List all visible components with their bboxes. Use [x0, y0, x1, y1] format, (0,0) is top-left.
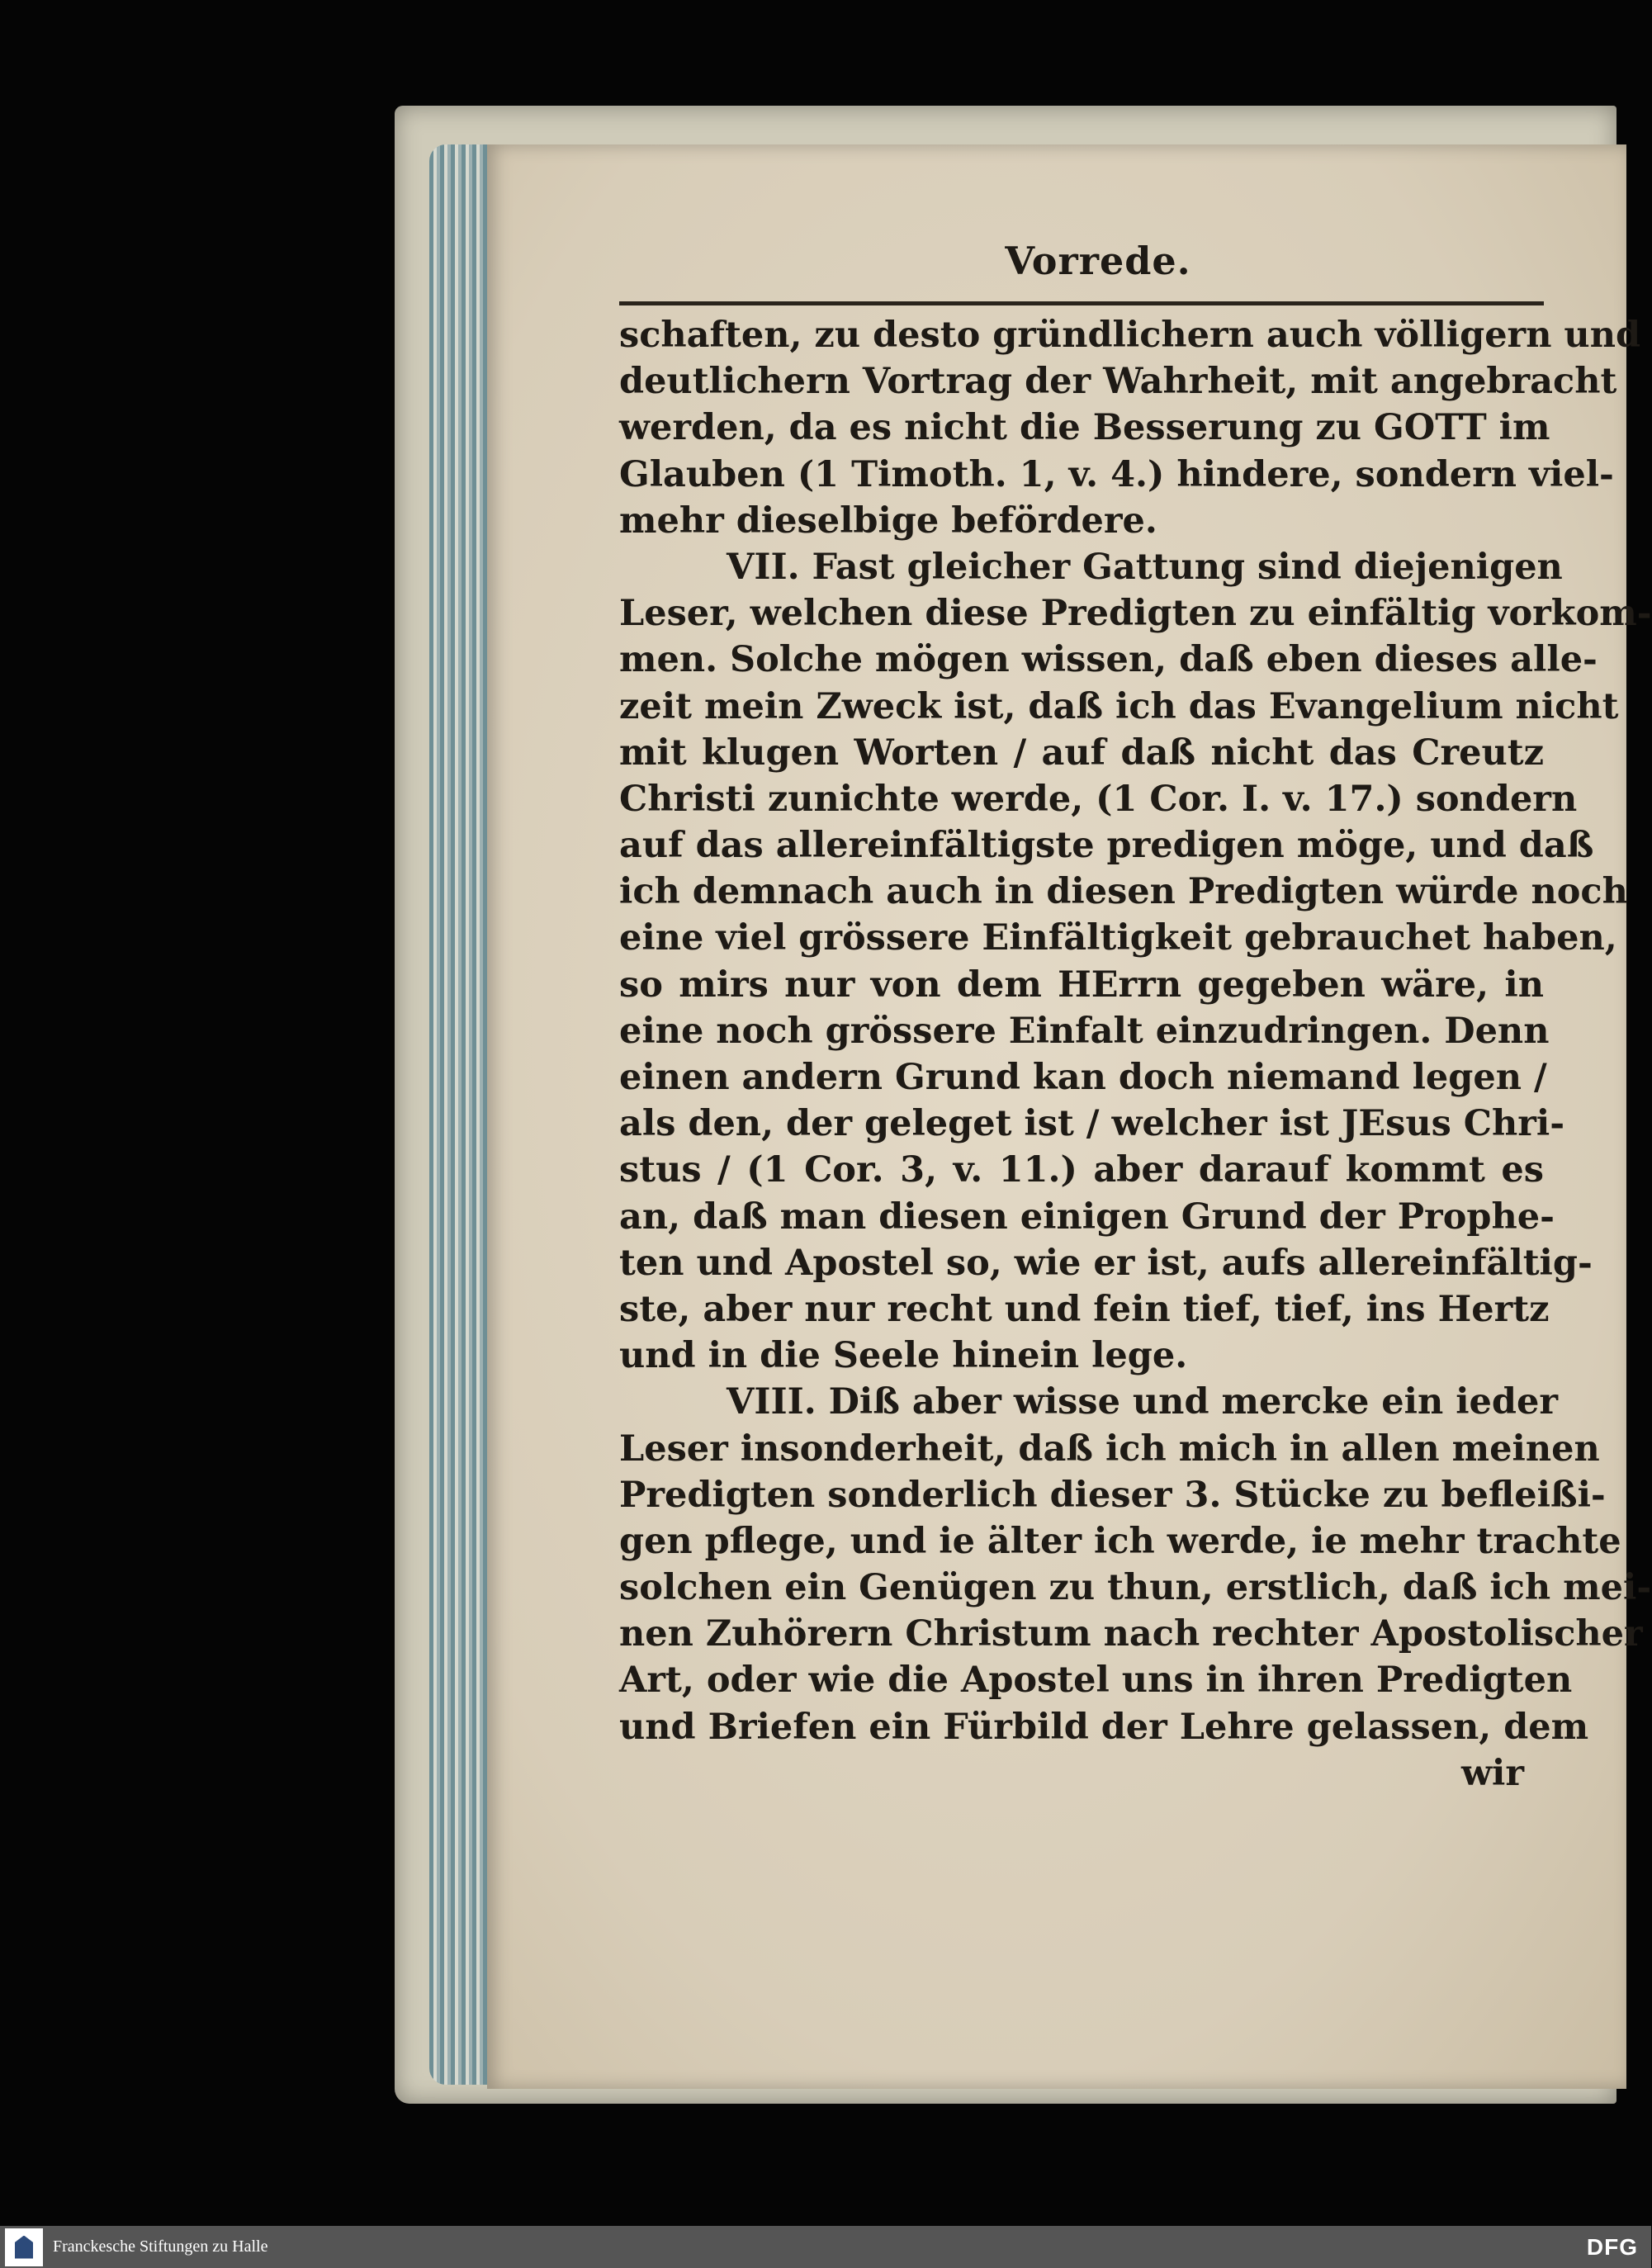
text-line: ste, aber nur recht und fein tief, tief, ins Hertz	[619, 1288, 1550, 1330]
text-line: als den, der geleget ist / welcher ist JEsus Chri-	[619, 1103, 1565, 1145]
section-start-line: VII. Fast gleicher Gattung sind diejenigen	[727, 546, 1563, 588]
text-line: nen Zuhörern Christum nach rechter Apostolischer	[619, 1613, 1643, 1655]
text-line: eine viel grössere Einfältigkeit gebrauchet haben,	[619, 917, 1617, 959]
text-line: eine noch grössere Einfalt einzudringen. Denn	[619, 1010, 1550, 1052]
text-line: und in die Seele hinein lege.	[619, 1335, 1188, 1377]
text-line: ten und Apostel so, wie er ist, aufs allereinfältig-	[619, 1242, 1593, 1284]
institution-logo-icon	[5, 2228, 43, 2266]
building-icon	[15, 2236, 33, 2259]
text-line: mehr dieselbige befördere.	[619, 500, 1157, 542]
text-line: Leser, welchen diese Predigten zu einfältig vorkom-	[619, 593, 1652, 635]
text-line: Christi zunichte werde, (1 Cor. I. v. 17.) sondern	[619, 778, 1578, 820]
text-line: so mirs nur von dem HErrn gegeben wäre, in	[619, 964, 1544, 1006]
text-line: Art, oder wie die Apostel uns in ihren Predigten	[619, 1660, 1573, 1702]
dfg-logo: DFG	[1586, 2234, 1638, 2260]
header-rule	[619, 301, 1544, 305]
text-line: deutlichern Vortrag der Wahrheit, mit angebracht	[619, 361, 1617, 403]
text-line: an, daß man diesen einigen Grund der Prophe-	[619, 1196, 1555, 1238]
footer-bar	[0, 2226, 1651, 2268]
text-line: Predigten sonderlich dieser 3. Stücke zu befleißi-	[619, 1474, 1606, 1516]
text-line: mit klugen Worten / auf daß nicht das Creutz	[619, 732, 1544, 774]
text-line: stus / (1 Cor. 3, v. 11.) aber darauf kommt es	[619, 1149, 1544, 1191]
text-line: zeit mein Zweck ist, daß ich das Evangelium nicht	[619, 685, 1619, 727]
text-line: Glauben (1 Timoth. 1, v. 4.) hindere, sondern viel-	[619, 453, 1614, 495]
text-line: und Briefen ein Fürbild der Lehre gelassen, dem	[619, 1706, 1589, 1748]
book-page	[487, 144, 1652, 2089]
section-start-line: VIII. Diß aber wisse und mercke ein ieder	[727, 1381, 1558, 1423]
text-line: gen pflege, und ie älter ich werde, ie mehr trachte	[619, 1520, 1621, 1562]
text-line: solchen ein Genügen zu thun, erstlich, daß ich mei-	[619, 1567, 1652, 1609]
institution-name: Franckesche Stiftungen zu Halle	[53, 2237, 268, 2256]
running-head: Vorrede.	[1005, 239, 1191, 283]
text-line: men. Solche mögen wissen, daß eben dieses alle-	[619, 639, 1598, 681]
catchword: wir	[1460, 1752, 1524, 1794]
text-line: auf das allereinfältigste predigen möge, und daß	[619, 825, 1594, 867]
text-line: werden, da es nicht die Besserung zu GOTT im	[619, 407, 1550, 449]
text-line: schaften, zu desto gründlichern auch völligern und	[619, 315, 1641, 356]
text-line: ich demnach auch in diesen Predigten würde noch	[619, 871, 1628, 913]
text-line: einen andern Grund kan doch niemand legen /	[619, 1057, 1547, 1098]
text-block	[619, 235, 1652, 1797]
text-line: Leser insonderheit, daß ich mich in allen meinen	[619, 1428, 1600, 1470]
